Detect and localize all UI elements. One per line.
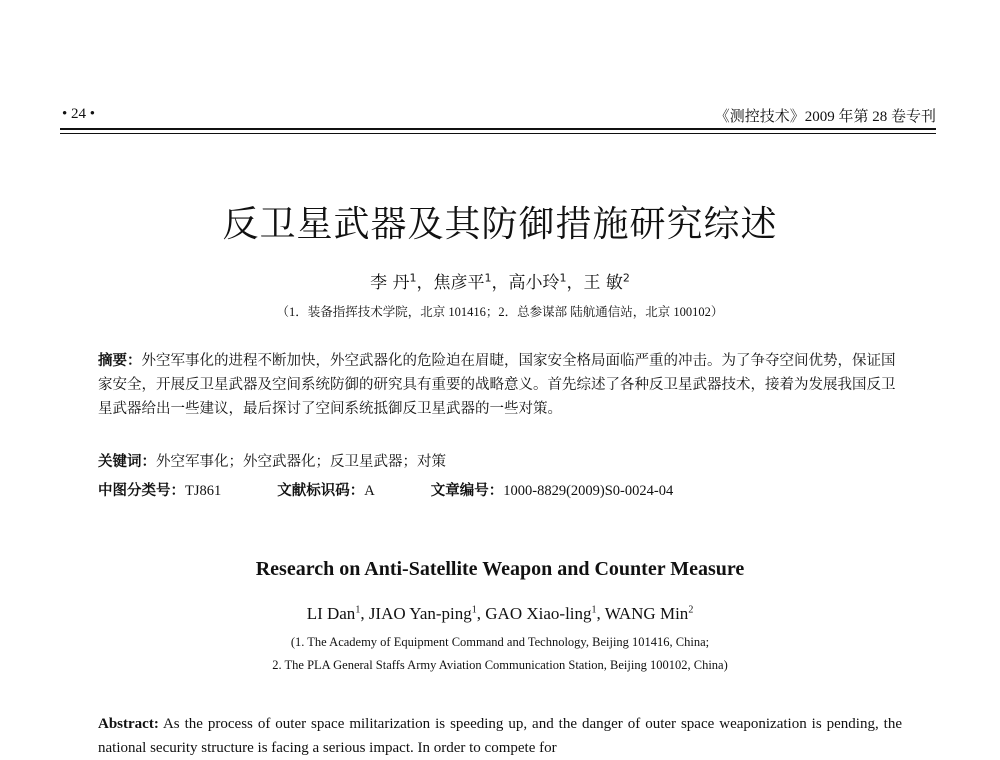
- abstract-text-en: As the process of outer space militarization is speeding up, and the danger of outer space weaponization is pending, the national security structure is facing a serious impact. In order to compete for: [98, 716, 902, 756]
- keywords-chinese: [98, 450, 446, 471]
- author-en-1: LI Dan$^1$: [306, 604, 361, 623]
- classification-line: [98, 479, 729, 500]
- abstract-english: [98, 712, 902, 760]
- keywords-text-cn: 外空军事化；外空武器化；反卫星武器；对策: [156, 454, 446, 470]
- authors-chinese: 李 丹$^1$，焦彦平$^1$，高小玲$^1$，王 敏$^2$: [370, 271, 630, 293]
- author-cn-1: 李 丹$^1$: [370, 271, 417, 293]
- author-cn-3: 高小玲$^1$: [508, 271, 567, 293]
- document-code: 文献标识码：A: [277, 483, 375, 499]
- title-english: Research on Anti-Satellite Weapon and Counter Measure: [255, 558, 745, 580]
- author-cn-2: 焦彦平$^1$: [433, 271, 492, 293]
- abstract-text-cn: 外空军事化的进程不断加快，外空武器化的危险迫在眉睫，国家安全格局面临严重的冲击。为了争夺空间优势，保证国家安全，开展反卫星武器及空间系统防御的研究具有重要的战略意义。首先综述了各种反卫星武器技术，接着为发展我国反卫星武器给出一些建议，最后探讨了空间系统抵御反卫星武器的一些对策。: [98, 353, 896, 417]
- abstract-chinese: [98, 349, 900, 421]
- affiliation-english-line1: (1. The Academy of Equipment Command and Technology, Beijing 101416, China;: [290, 635, 710, 649]
- author-en-3: GAO Xiao-ling$^1$: [485, 604, 597, 623]
- author-en-2: JIAO Yan-ping$^1$: [368, 604, 477, 623]
- abstract-label-en: Abstract:: [98, 716, 159, 732]
- author-en-4: WANG Min$^2$: [604, 604, 694, 623]
- page-number: • 24 •: [62, 106, 96, 122]
- keywords-label-cn: 关键词：: [98, 454, 156, 470]
- author-cn-4: 王 敏$^2$: [583, 271, 630, 293]
- affiliation-chinese: （1．装备指挥技术学院，北京 101416；2．总参谋部 陆航通信站，北京 100102）: [276, 305, 724, 319]
- journal-header: 《测控技术》2009 年第 28 卷专刊: [714, 109, 936, 125]
- clc-number: 中图分类号：TJ861: [98, 483, 222, 499]
- header-rule-thin: [60, 133, 936, 134]
- header-rule-thick: [60, 128, 936, 130]
- article-number: 文章编号：1000-8829(2009)S0-0024-04: [430, 483, 674, 499]
- authors-english: LI Dan$^1$, JIAO Yan-ping$^1$, GAO Xiao-ling$^1$, WANG Min$^2$: [306, 604, 694, 623]
- title-chinese: 反卫星武器及其防御措施研究综述: [222, 204, 778, 244]
- abstract-label-cn: 摘要：: [98, 353, 142, 369]
- affiliation-english-line2: 2. The PLA General Staffs Army Aviation Communication Station, Beijing 100102, China): [272, 658, 728, 672]
